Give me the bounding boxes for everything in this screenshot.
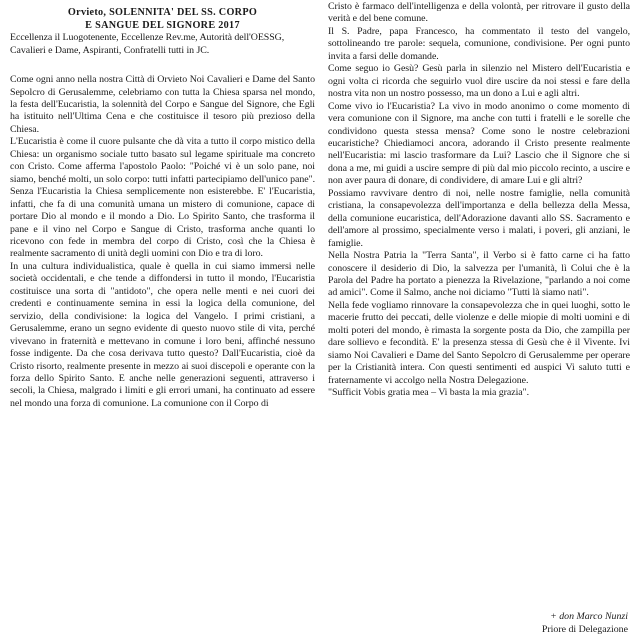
right-body — [328, 1, 630, 400]
left-column — [10, 0, 315, 642]
signature-role: Priore di Delegazione — [541, 624, 628, 635]
document-title — [10, 7, 315, 32]
closing-quote: "Sufficit Vobis gratia mea – Vi basta la mia grazia". — [328, 387, 529, 399]
title-line-2: E SANGUE DEL SIGNORE 2017 — [85, 19, 240, 31]
paragraph: Come vivo io l'Eucaristia? La vivo in modo anonimo o come momento di vera comunione con il Signore, ma anche con tutti i fratelli e le sorelle che condividono questa stessa mensa? Come sono le nostre celebrazioni eucaristiche? Chiediamoci ancora, adorando il Cristo presente realmente nell'Eucaristia: mi lascio trasformare da Lui? Lascio che il Signore che si dona a me, mi guidi a uscire sempre di più dal mio piccolo recinto, a uscire e non aver paura di donare, di condividere, di amare Lui e gli altri? — [328, 100, 630, 187]
signature-name: + don Marco Nunzi — [550, 611, 628, 622]
paragraph: Nella fede vogliamo rinnovare la consapevolezza che in quei luoghi, sotto le macerie frutto dei peccati, delle violenze e delle miopie di molti uomini e di molti poteri del mondo, è rimasta la sorgente posta da Dio, che zampilla per dare sollievo e fecondità. E' la presenza stessa di Gesù che è il Vivente. Ivi siamo Noi Cavalieri e Dame del Santo Sepolcro di Gerusalemme per operare per la Cristianità intera. Con questi sentimenti ed auspici Vi saluto tutti e fraternamente vi accolgo nella Nostra Delegazione. — [328, 299, 630, 386]
paragraph: Cristo è farmaco dell'intelligenza e della volontà, per ritrovare il gusto della verità e del bene comune. — [328, 1, 630, 25]
greeting: Eccellenza il Luogotenente, Eccellenze Rev.me, Autorità dell'OESSG, Cavalieri e Dame, Aspiranti, Confratelli tutti in JC. — [10, 32, 285, 56]
paragraph: Come ogni anno nella nostra Città di Orvieto Noi Cavalieri e Dame del Santo Sepolcro di Gerusalemme, celebriamo con tutta la Chiesa sparsa nel mondo, la festa dell'Eucaristia, la solennità del Corpo e Sangue del Signore, che Egli ha istituito nell'Ultima Cena e che costituisce il tesoro più prezioso della Chiesa. — [10, 74, 315, 135]
signature-block — [542, 610, 628, 636]
paragraph: In una cultura individualistica, quale è quella in cui siamo immersi nelle società occidentali, e che tende a diffondersi in tutto il mondo, l'Eucaristia costituisce una sorta di "antidoto", che opera nelle menti e nei cuori dei credenti e continuamente semina in essi la logica della comunione, del servizio, della condivisione: la logica del Vangelo. I primi cristiani, a Gerusalemme, erano un segno evidente di questo nuovo stile di vita, perché vivevano in fraternità e mettevano in comune i loro beni, affinché nessuno fosse indigente. Da che cosa derivava tutto questo? Dall'Eucaristia, cioè da Cristo risorto, realmente presente in mezzo ai suoi discepoli e operante con la forza dello Spirito Santo. E anche nelle generazioni seguenti, attraverso i secoli, la Chiesa, malgrado i limiti e gli errori umani, ha continuato ad essere nel mondo una forza di comunione. La comunione con il Corpo di — [10, 260, 315, 409]
paragraph: Nella Nostra Patria la "Terra Santa", il Verbo si è fatto carne ci ha fatto conoscere il desiderio di Dio, la salvezza per l'umanità, lì Colui che è la Parola del Padre ha portato a pienezza la Rivelazione, "parlando a noi come ad amici". Come il Salmo, anche noi diciamo "Tutti là siamo nati". — [328, 250, 630, 299]
paragraph: Come seguo io Gesù? Gesù parla in silenzio nel Mistero dell'Eucaristia e ogni volta ci ricorda che seguirlo vuol dire uscire da noi stessi e fare della nostra vita non un nostro possesso, ma un dono a Lui e agli altri. — [328, 63, 630, 100]
paragraph: Possiamo ravvivare dentro di noi, nelle nostre famiglie, nella comunità cristiana, la consapevolezza dell'importanza e della bellezza della Messa, della comunione eucaristica, dell'Adorazione davanti allo SS. Sacramento e dell'amore al prossimo, specialmente verso i malati, i poveri, gli anziani, le famiglie. — [328, 187, 630, 249]
right-column — [328, 0, 630, 642]
paragraph: L'Eucaristia è come il cuore pulsante che dà vita a tutto il corpo mistico della Chiesa: un organismo sociale tutto basato sul legame spirituale ma concreto con Cristo. Come afferma l'apostolo Paolo: "Poiché vi è un solo pane, noi siamo, benché molti, un solo corpo: tutti infatti partecipiamo dell'unico pane". Senza l'Eucaristia la Chiesa semplicemente non esisterebbe. E' l'Eucaristia, infatti, che fa di una comunità umana un mistero di comunione, capace di portare Dio al mondo e il mondo a Dio. Lo Spirito Santo, che trasforma il pane e il vino nel Corpo e Sangue di Cristo, trasforma anche quanti lo ricevono con fede in membra del corpo di Cristo, così che la Chiesa è realmente sacramento di unità degli uomini con Dio e tra di loro. — [10, 136, 315, 260]
paragraph: Il S. Padre, papa Francesco, ha commentato il testo del vangelo, sottolineando tre parole: sequela, comunione, condivisione. Per ogni punto invita a farsi delle domande. — [328, 25, 630, 62]
left-body — [10, 74, 315, 410]
title-line-1: Orvieto, SOLENNITA' DEL SS. CORPO — [67, 7, 258, 18]
